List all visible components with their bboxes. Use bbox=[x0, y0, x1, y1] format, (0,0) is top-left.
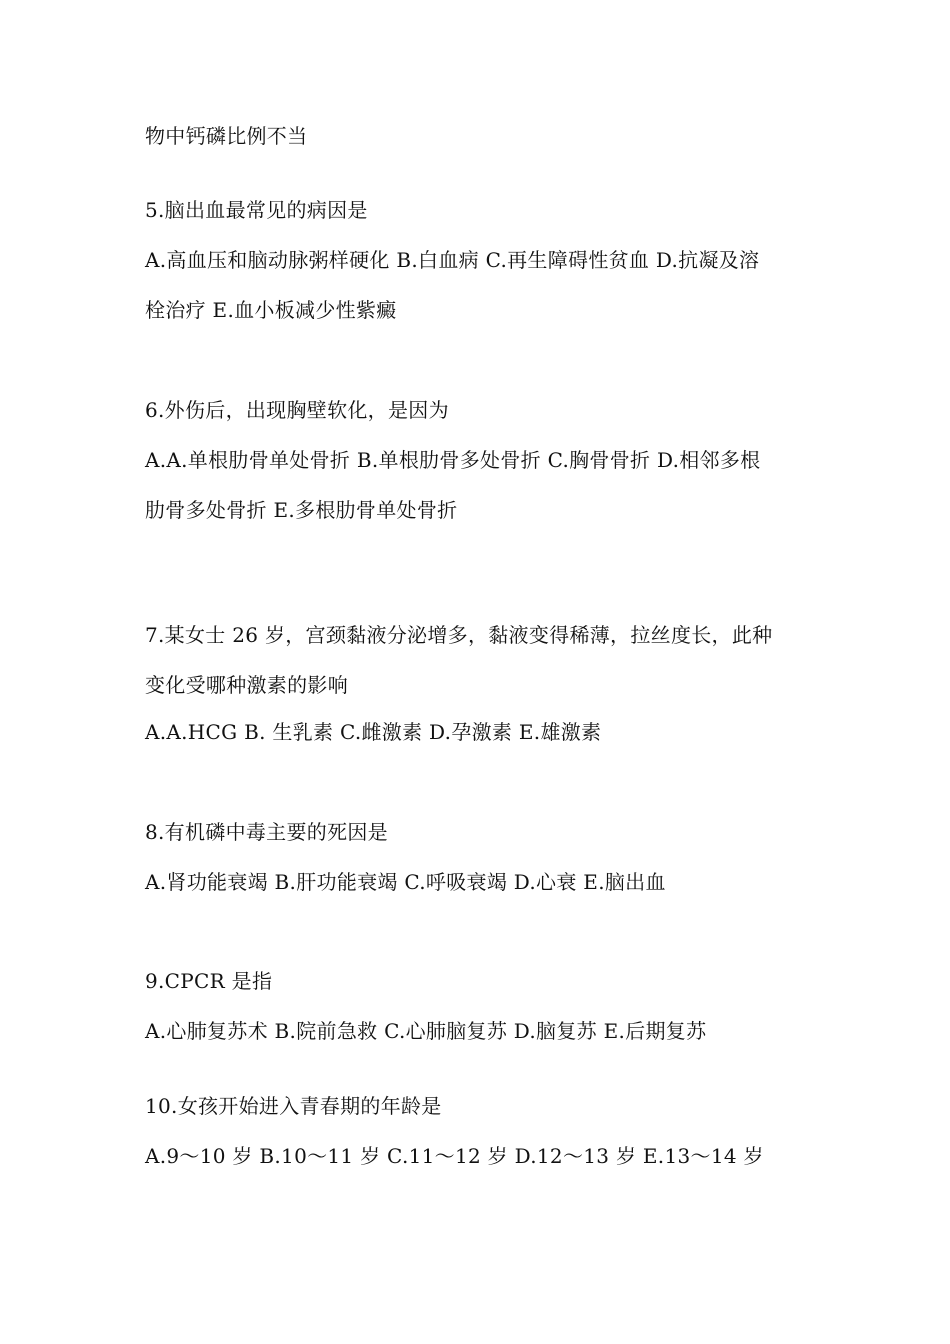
question-10-options: A.9～10 岁 B.10～11 岁 C.11～12 岁 D.12～13 岁 E.13～14 岁 bbox=[145, 1144, 764, 1168]
question-7-line-2: 变化受哪种激素的影响 bbox=[145, 673, 348, 697]
question-6: 6.外伤后，出现胸壁软化，是因为 bbox=[145, 398, 449, 422]
question-6-options-line-2: 肋骨多处骨折 E.多根肋骨单处骨折 bbox=[145, 498, 458, 522]
question-6-options-line-1: A.A.单根肋骨单处骨折 B.单根肋骨多处骨折 C.胸骨骨折 D.相邻多根 bbox=[145, 448, 761, 472]
question-10: 10.女孩开始进入青春期的年龄是 bbox=[145, 1094, 442, 1118]
question-8-options: A.肾功能衰竭 B.肝功能衰竭 C.呼吸衰竭 D.心衰 E.脑出血 bbox=[145, 870, 666, 894]
question-9-options: A.心肺复苏术 B.院前急救 C.心肺脑复苏 D.脑复苏 E.后期复苏 bbox=[145, 1019, 707, 1043]
question-7-line-1: 7.某女士 26 岁，宫颈黏液分泌增多，黏液变得稀薄，拉丝度长，此种 bbox=[145, 623, 773, 647]
question-9: 9.CPCR 是指 bbox=[145, 969, 273, 993]
question-5: 5.脑出血最常见的病因是 bbox=[145, 198, 368, 222]
question-7-options: A.A.HCG B. 生乳素 C.雌激素 D.孕激素 E.雄激素 bbox=[145, 720, 602, 744]
question-8: 8.有机磷中毒主要的死因是 bbox=[145, 820, 388, 844]
continued-option-text: 物中钙磷比例不当 bbox=[145, 124, 308, 148]
question-5-options-line-1: A.高血压和脑动脉粥样硬化 B.白血病 C.再生障碍性贫血 D.抗凝及溶 bbox=[145, 248, 760, 272]
question-5-options-line-2: 栓治疗 E.血小板减少性紫癜 bbox=[145, 298, 397, 322]
